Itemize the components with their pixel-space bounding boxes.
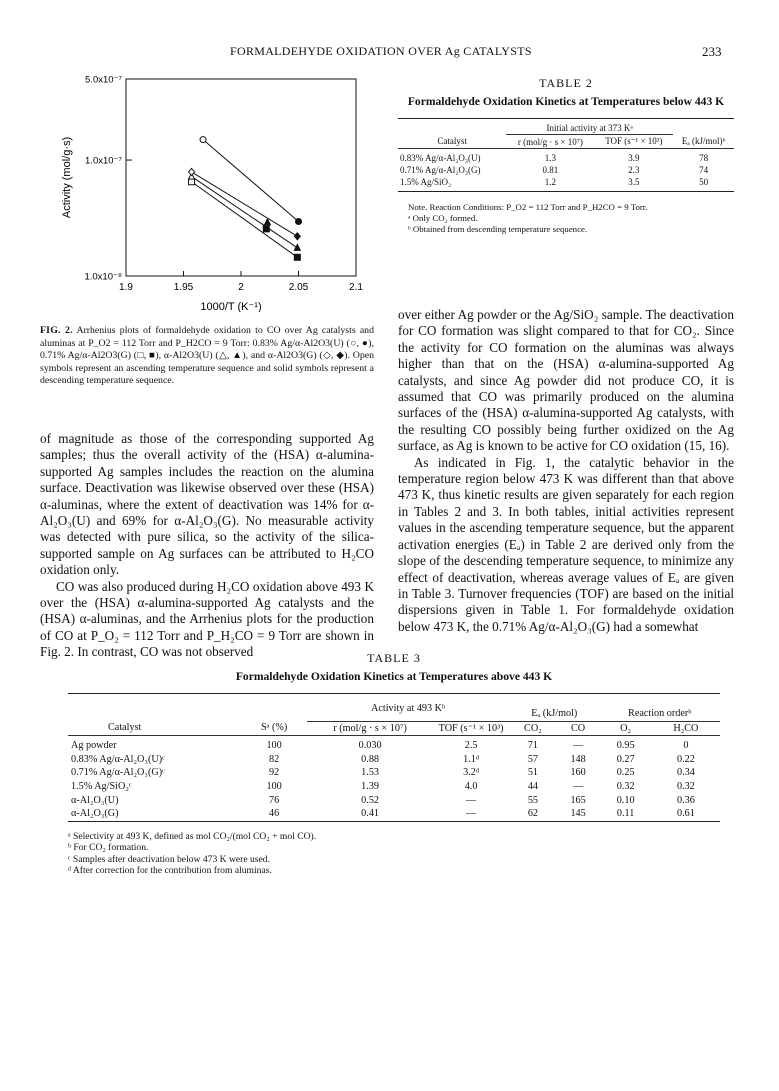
table-3-header: H₂CO [673, 722, 699, 734]
table-cell: 0.32 [676, 780, 695, 792]
table-cell: 0.71% Ag/α-Al₂O₃(G) [400, 165, 481, 175]
table-2-label: TABLE 2 [539, 76, 593, 90]
table-cell: 76 [269, 794, 280, 806]
table-2-grid [398, 118, 734, 194]
plot-frame [126, 79, 356, 276]
paragraph: of magnitude as those of the corresponding supported Ag samples; thus the overall activity of the (HSA) α-alumina-supported Ag samples includes the reaction on the alumina surface. Deactivation was likewise observed over these (HSA) α-aluminas, where the extent of deactivation was 14% for α-Al₂O₃(U) and 69% for α-Al₂O₃(G). No measurable activity was detected with pure silica, so the activity of the silica-supported sample on Ag surfaces can be attributed to H₂CO oxidation only. [40, 431, 374, 578]
table-cell: 55 [527, 794, 538, 806]
table-cell: 2.5 [464, 740, 478, 752]
table-row [68, 766, 720, 780]
table-row [68, 807, 720, 821]
table-cell: 0.88 [361, 753, 379, 765]
table-cell: 0.36 [676, 794, 695, 806]
trend-line [192, 182, 298, 258]
table-2 [398, 76, 734, 235]
table-cell: 0.83% Ag/α-Al₂O₃(U) [400, 153, 481, 163]
table-cell: 1.5% Ag/SiO₂ᶜ [71, 780, 132, 792]
table-cell: 0.41 [361, 808, 379, 820]
x-tick-label: 2.1 [349, 282, 363, 293]
table-cell: 78 [699, 153, 709, 163]
table-3-note: ᵈ After correction for the contribution from aluminas. [68, 864, 272, 876]
paragraph: over either Ag powder or the Ag/SiO₂ sample. The deactivation for CO formation was slight compared to that for CO₂. Since the activity for CO formation on the aluminas was always higher than that on the (HSA) α-alumina-supported Ag catalysts, and since Ag powder did not produce CO, it is assumed that CO was primarily produced on the alumina surfaces of the (HSA) α-alumina-supported Ag catalysts, with the resulting CO possibly being further oxidized on the Ag surface, as Ag is known to be active for CO oxidation (15, 16). [398, 307, 734, 454]
table-cell: 100 [266, 780, 282, 792]
table-cell: 0.32 [616, 780, 635, 792]
table-cell: 92 [269, 767, 280, 779]
x-tick-label: 1.95 [173, 282, 194, 293]
table-cell: 0.25 [616, 767, 635, 779]
table-row [68, 753, 720, 767]
paragraph: As indicated in Fig. 1, the catalytic behavior in the temperature region below 473 K was different than that above 473 K, thus kinetic results are given separately for each region in Tables 2 and 3. In both tables, initial activities represent values in the ascending temperature sequence, but the apparent activation energies (Eₐ) in Table 2 are derived only from the slope of the descending temperature sequence, to minimize any effect of deactivation, whereas average values of Eₐ are given in Table 3. Turnover frequencies (TOF) are based on the initial dispersions given in Table 1. For formaldehyde oxidation below 473 K, the 0.71% Ag/α-Al₂O₃(G) had a somewhat [398, 454, 734, 634]
table-cell: 50 [699, 177, 709, 187]
running-title: FORMALDEHYDE OXIDATION OVER Ag CATALYSTS [230, 44, 532, 58]
x-tick-label: 2.05 [288, 282, 309, 293]
table-cell: — [466, 794, 477, 806]
table-cell: 4.0 [464, 780, 478, 792]
data-point [294, 244, 300, 250]
table-cell: 0.83% Ag/α-Al₂O₃(U)ᶜ [71, 753, 165, 765]
table-cell: 3.2ᵈ [463, 767, 480, 779]
table-2-title: Formaldehyde Oxidation Kinetics at Temperatures below 443 K [407, 95, 725, 108]
table-cell: 145 [570, 808, 586, 820]
table-3-note: ᵇ For CO₂ formation. [68, 842, 149, 854]
table-row [68, 736, 720, 753]
table-cell: 0.11 [616, 808, 635, 820]
table-3-note: ᵃ Selectivity at 493 K, defined as mol CO₂/(mol CO₂ + mol CO). [68, 830, 317, 842]
data-point [200, 137, 206, 143]
y-tick-label: 1.0x10⁻⁷ [85, 155, 122, 167]
table-2-header: Catalyst [437, 136, 467, 147]
table-cell: 0.34 [676, 767, 695, 779]
table-cell: α-Al₂O₃(U) [71, 794, 119, 806]
table-cell: 0.52 [361, 794, 379, 806]
trend-line [192, 177, 298, 248]
y-axis-label: Activity (mol/g·s) [61, 136, 73, 219]
table-cell: 1.53 [361, 767, 379, 779]
body-text-left [40, 431, 374, 661]
table-cell: 160 [570, 767, 586, 779]
table-cell: — [573, 780, 584, 792]
table-cell: 1.5% Ag/SiO₂ [400, 177, 452, 187]
table-cell: 57 [527, 753, 538, 765]
table-cell: 100 [266, 740, 282, 752]
table-2-header: TOF (s⁻¹ × 10³) [605, 136, 663, 146]
table-3 [68, 651, 720, 876]
table-cell: 148 [570, 753, 586, 765]
table-3-grid [68, 693, 720, 824]
table-cell: 1.2 [544, 177, 557, 187]
table-cell: — [466, 808, 477, 820]
table-cell: 82 [269, 753, 280, 765]
table-cell: 0.27 [616, 753, 635, 765]
table-cell: 0 [683, 740, 689, 752]
table-cell: 74 [699, 165, 709, 175]
table-3-note: ᶜ Samples after deactivation below 473 K were used. [68, 853, 270, 865]
table-2-group-header: Initial activity at 373 Kᵃ [506, 119, 673, 135]
table-2-header: r (mol/g · s × 10⁷) [517, 136, 583, 147]
table-cell: 0.10 [616, 794, 635, 806]
table-2-note: ᵃ Only CO₂ formed. [408, 213, 478, 223]
table-cell: 0.71% Ag/α-Al₂O₃(G)ᶜ [71, 767, 165, 779]
data-point [263, 226, 269, 232]
table-cell: 3.9 [628, 153, 640, 163]
y-tick-label: 5.0x10⁻⁷ [85, 74, 122, 86]
table-cell: 1.1ᵈ [463, 753, 480, 765]
y-tick-label: 1.0x10⁻⁸ [84, 271, 122, 283]
table-3-header: r (mol/g · s × 10⁷) [333, 722, 407, 734]
table-3-notes [68, 831, 720, 877]
table-cell: — [573, 740, 584, 752]
trend-line [192, 172, 298, 236]
x-tick-label: 2 [238, 282, 244, 293]
table-3-group-header: Reaction orderᵇ [599, 694, 720, 722]
body-text-right [398, 307, 734, 635]
table-3-title: Formaldehyde Oxidation Kinetics at Temperatures above 443 K [235, 670, 553, 683]
data-point [296, 219, 302, 225]
table-row [398, 149, 734, 165]
data-point [294, 254, 300, 260]
table-3-header: TOF (s⁻¹ × 10³) [438, 722, 504, 734]
table-3-group-header: Eₐ (kJ/mol) [509, 694, 599, 722]
trend-line [203, 140, 298, 222]
figure-label: FIG. 2. [40, 325, 73, 336]
table-cell: 3.5 [628, 177, 640, 187]
table-row [398, 176, 734, 192]
figure-caption [40, 325, 374, 388]
table-3-header: Sᵃ (%) [260, 722, 288, 734]
data-point [294, 233, 300, 240]
table-3-header: CO₂ [524, 722, 542, 734]
table-cell: 1.39 [361, 780, 379, 792]
table-2-notes [398, 202, 734, 235]
table-3-group-header: Activity at 493 Kᵇ [307, 694, 509, 722]
table-3-header: O₂ [620, 722, 632, 734]
data-point [189, 179, 195, 185]
x-tick-label: 1.9 [119, 282, 133, 293]
table-cell: 0.030 [358, 740, 382, 752]
figure-caption-text: Arrhenius plots of formaldehyde oxidation to CO over Ag catalysts and aluminas at P_O2 = 112 Torr and P_H2CO = 9 Torr: 0.83% Ag/α-Al2O3(U) (○, ●), 0.71% Ag/α-Al2O3(G) (□, ■), α-Al2O3(U) (△, ▲), and α-Al2O3(G) (◇, ◆). Open symbols represent an ascending temperature sequence and solid symbols represent a descending temperature sequence. [40, 325, 374, 387]
table-cell: 2.3 [628, 165, 640, 175]
table-cell: 46 [269, 808, 280, 820]
table-cell: 71 [527, 740, 538, 752]
table-row [68, 780, 720, 794]
table-cell: 0.81 [542, 165, 559, 175]
table-row [398, 164, 734, 176]
table-cell: 1.3 [544, 153, 557, 163]
table-cell: 0.61 [676, 808, 695, 820]
table-3-header: CO [571, 722, 586, 734]
table-row [68, 794, 720, 808]
x-axis-label: 1000/T (K⁻¹) [200, 301, 262, 312]
table-2-note: Note. Reaction Conditions: P_O2 = 112 Torr and P_H2CO = 9 Torr. [408, 202, 648, 212]
table-cell: 51 [527, 767, 538, 779]
data-point [189, 168, 195, 175]
table-3-header: Catalyst [108, 722, 142, 734]
table-2-note: ᵇ Obtained from descending temperature sequence. [408, 224, 588, 234]
table-cell: Ag powder [71, 740, 117, 752]
table-cell: 165 [570, 794, 586, 806]
table-3-label: TABLE 3 [367, 651, 421, 665]
table-cell: 0.22 [676, 753, 695, 765]
table-2-header: Eₐ (kJ/mol)ᵇ [681, 136, 726, 147]
table-cell: 44 [527, 780, 538, 792]
table-cell: 0.95 [616, 740, 635, 752]
table-cell: 62 [527, 808, 538, 820]
paragraph: CO was also produced during H₂CO oxidation above 493 K over the (HSA) α-alumina-supported Ag catalysts and the (HSA) α-aluminas, and the Arrhenius plots for the production of CO at P_O₂ = 112 Torr and P_H₂CO = 9 Torr are shown in Fig. 2. In contrast, CO was not observed [40, 578, 374, 660]
arrhenius-plot [40, 62, 370, 312]
page-number: 233 [702, 44, 722, 59]
table-cell: α-Al₂O₃(G) [71, 808, 119, 820]
